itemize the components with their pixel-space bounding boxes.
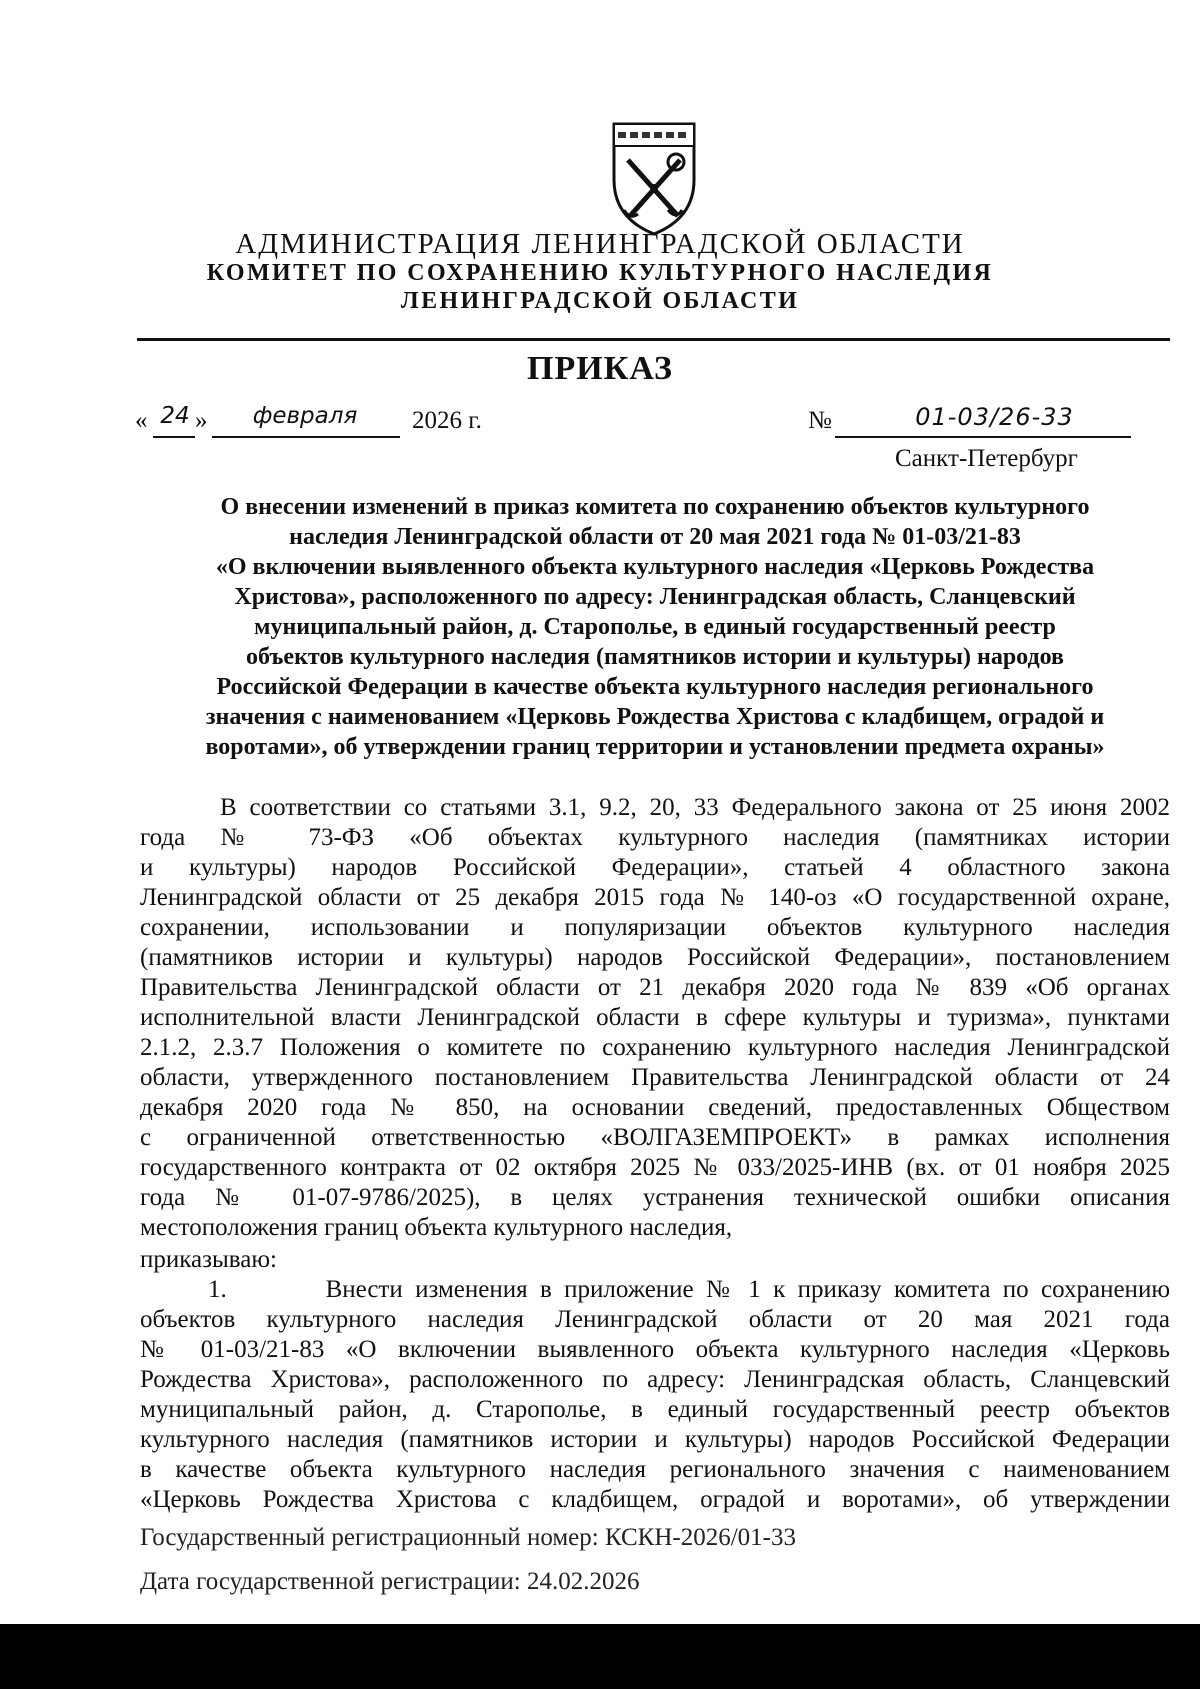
header-divider: [137, 338, 1170, 341]
body-line: года № 73-ФЗ «Об объектах культурного наследия (памятниках истории: [140, 824, 1170, 851]
order-word: [140, 1245, 1170, 1275]
date-month: февраля: [252, 403, 358, 429]
city: Санкт-Петербург: [895, 445, 1078, 472]
date-day: 24: [160, 403, 190, 429]
body-line: государственного контракта от 02 октября 2025 № 033/2025-ИНВ (вх. от 01 ноября 2025: [140, 1154, 1170, 1181]
item-line: муниципальный район, д. Старополье, в единый государственный реестр объектов: [140, 1396, 1170, 1423]
body-line: Правительства Ленинградской области от 21 декабря 2020 года № 839 «Об органах: [140, 974, 1170, 1001]
subject-line: Христова», расположенного по адресу: Ленинградская область, Сланцевский: [234, 584, 1076, 610]
subject-line: наследия Ленинградской области от 20 мая 2021 года № 01-03/21-83: [289, 524, 1021, 550]
order-number: 01-03/26-33: [915, 403, 1074, 431]
date-quote-close: »: [195, 407, 208, 434]
body-line: сохранении, использовании и популяризации объектов культурного наследия: [140, 914, 1170, 941]
body-line: местоположения границ объекта культурного наследия,: [140, 1214, 733, 1241]
item-line: в качестве объекта культурного наследия регионального значения с наименованием: [140, 1456, 1170, 1483]
preamble-paragraph: [140, 793, 1170, 1243]
document-title: ПРИКАЗ: [527, 350, 673, 387]
body-line: В соответствии со статьями 3.1, 9.2, 20, 33 Федерального закона от 25 июня 2002: [220, 794, 1170, 821]
committee-name: КОМИТЕТ ПО СОХРАНЕНИЮ КУЛЬТУРНОГО НАСЛЕДИЯ: [206, 260, 994, 286]
date-quote-open: «: [135, 407, 148, 434]
number-sign: №: [808, 407, 832, 434]
body-line: (памятников истории и культуры) народов Российской Федерации», постановлением: [140, 944, 1170, 971]
date-month-underline: [212, 436, 400, 438]
body-line: области, утвержденного постановлением Правительства Ленинградской области от 24: [140, 1064, 1170, 1091]
date-year: 2026 г.: [412, 407, 482, 434]
subject-line: значения с наименованием «Церковь Рождества Христова с кладбищем, оградой и: [205, 704, 1105, 730]
item-line: Рождества Христова», расположенного по адресу: Ленинградская область, Сланцевский: [140, 1366, 1170, 1393]
committee-region: ЛЕНИНГРАДСКОЙ ОБЛАСТИ: [400, 288, 800, 314]
subject-line: объектов культурного наследия (памятников истории и культуры) народов: [246, 644, 1064, 670]
registration-date: Дата государственной регистрации: 24.02.2026: [140, 1568, 640, 1595]
scan-bottom-edge: [0, 1624, 1200, 1689]
item-line: 1. Внести изменения в приложение № 1 к приказу комитета по сохранению: [208, 1276, 1170, 1303]
order-item-1: [140, 1275, 1170, 1515]
administration-name: АДМИНИСТРАЦИЯ ЛЕНИНГРАДСКОЙ ОБЛАСТИ: [235, 228, 965, 260]
order-subject: [140, 492, 1170, 762]
body-line: декабря 2020 года № 850, на основании сведений, предоставленных Обществом: [140, 1094, 1170, 1121]
subject-line: «О включении выявленного объекта культурного наследия «Церковь Рождества: [215, 554, 1095, 580]
item-line: культурного наследия (памятников истории и культуры) народов Российской Федерации: [140, 1426, 1170, 1453]
body-line: 2.1.2, 2.3.7 Положения о комитете по сохранению культурного наследия Ленинградской: [140, 1034, 1170, 1061]
body-line: исполнительной власти Ленинградской области в сфере культуры и туризма», пунктами: [140, 1004, 1170, 1031]
date-day-underline: [153, 436, 195, 438]
coat-of-arms-icon: [606, 118, 702, 238]
body-line: Ленинградской области от 25 декабря 2015 года № 140-оз «О государственной охране,: [140, 884, 1170, 911]
order-number-underline: [835, 436, 1131, 438]
item-line: «Церковь Рождества Христова с кладбищем, оградой и воротами», об утверждении: [140, 1486, 1170, 1513]
order-word-text: приказываю:: [140, 1246, 277, 1273]
body-line: с ограниченной ответственностью «ВОЛГАЗЕМПРОЕКТ» в рамках исполнения: [140, 1124, 1170, 1151]
subject-line: О внесении изменений в приказ комитета по сохранению объектов культурного: [220, 494, 1090, 520]
registration-number: Государственный регистрационный номер: КСКН-2026/01-33: [140, 1524, 797, 1551]
subject-line: Российской Федерации в качестве объекта культурного наследия регионального: [216, 674, 1094, 700]
subject-line: воротами», об утверждении границ территории и установлении предмета охраны»: [205, 734, 1105, 760]
subject-line: муниципальный район, д. Старополье, в единый государственный реестр: [254, 614, 1056, 640]
body-line: и культуры) народов Российской Федерации», статьей 4 областного закона: [140, 854, 1170, 881]
body-line: года № 01-07-9786/2025), в целях устранения технической ошибки описания: [140, 1184, 1170, 1211]
item-line: объектов культурного наследия Ленинградской области от 20 мая 2021 года: [140, 1306, 1170, 1333]
item-line: № 01-03/21-83 «О включении выявленного объекта культурного наследия «Церковь: [140, 1336, 1170, 1363]
